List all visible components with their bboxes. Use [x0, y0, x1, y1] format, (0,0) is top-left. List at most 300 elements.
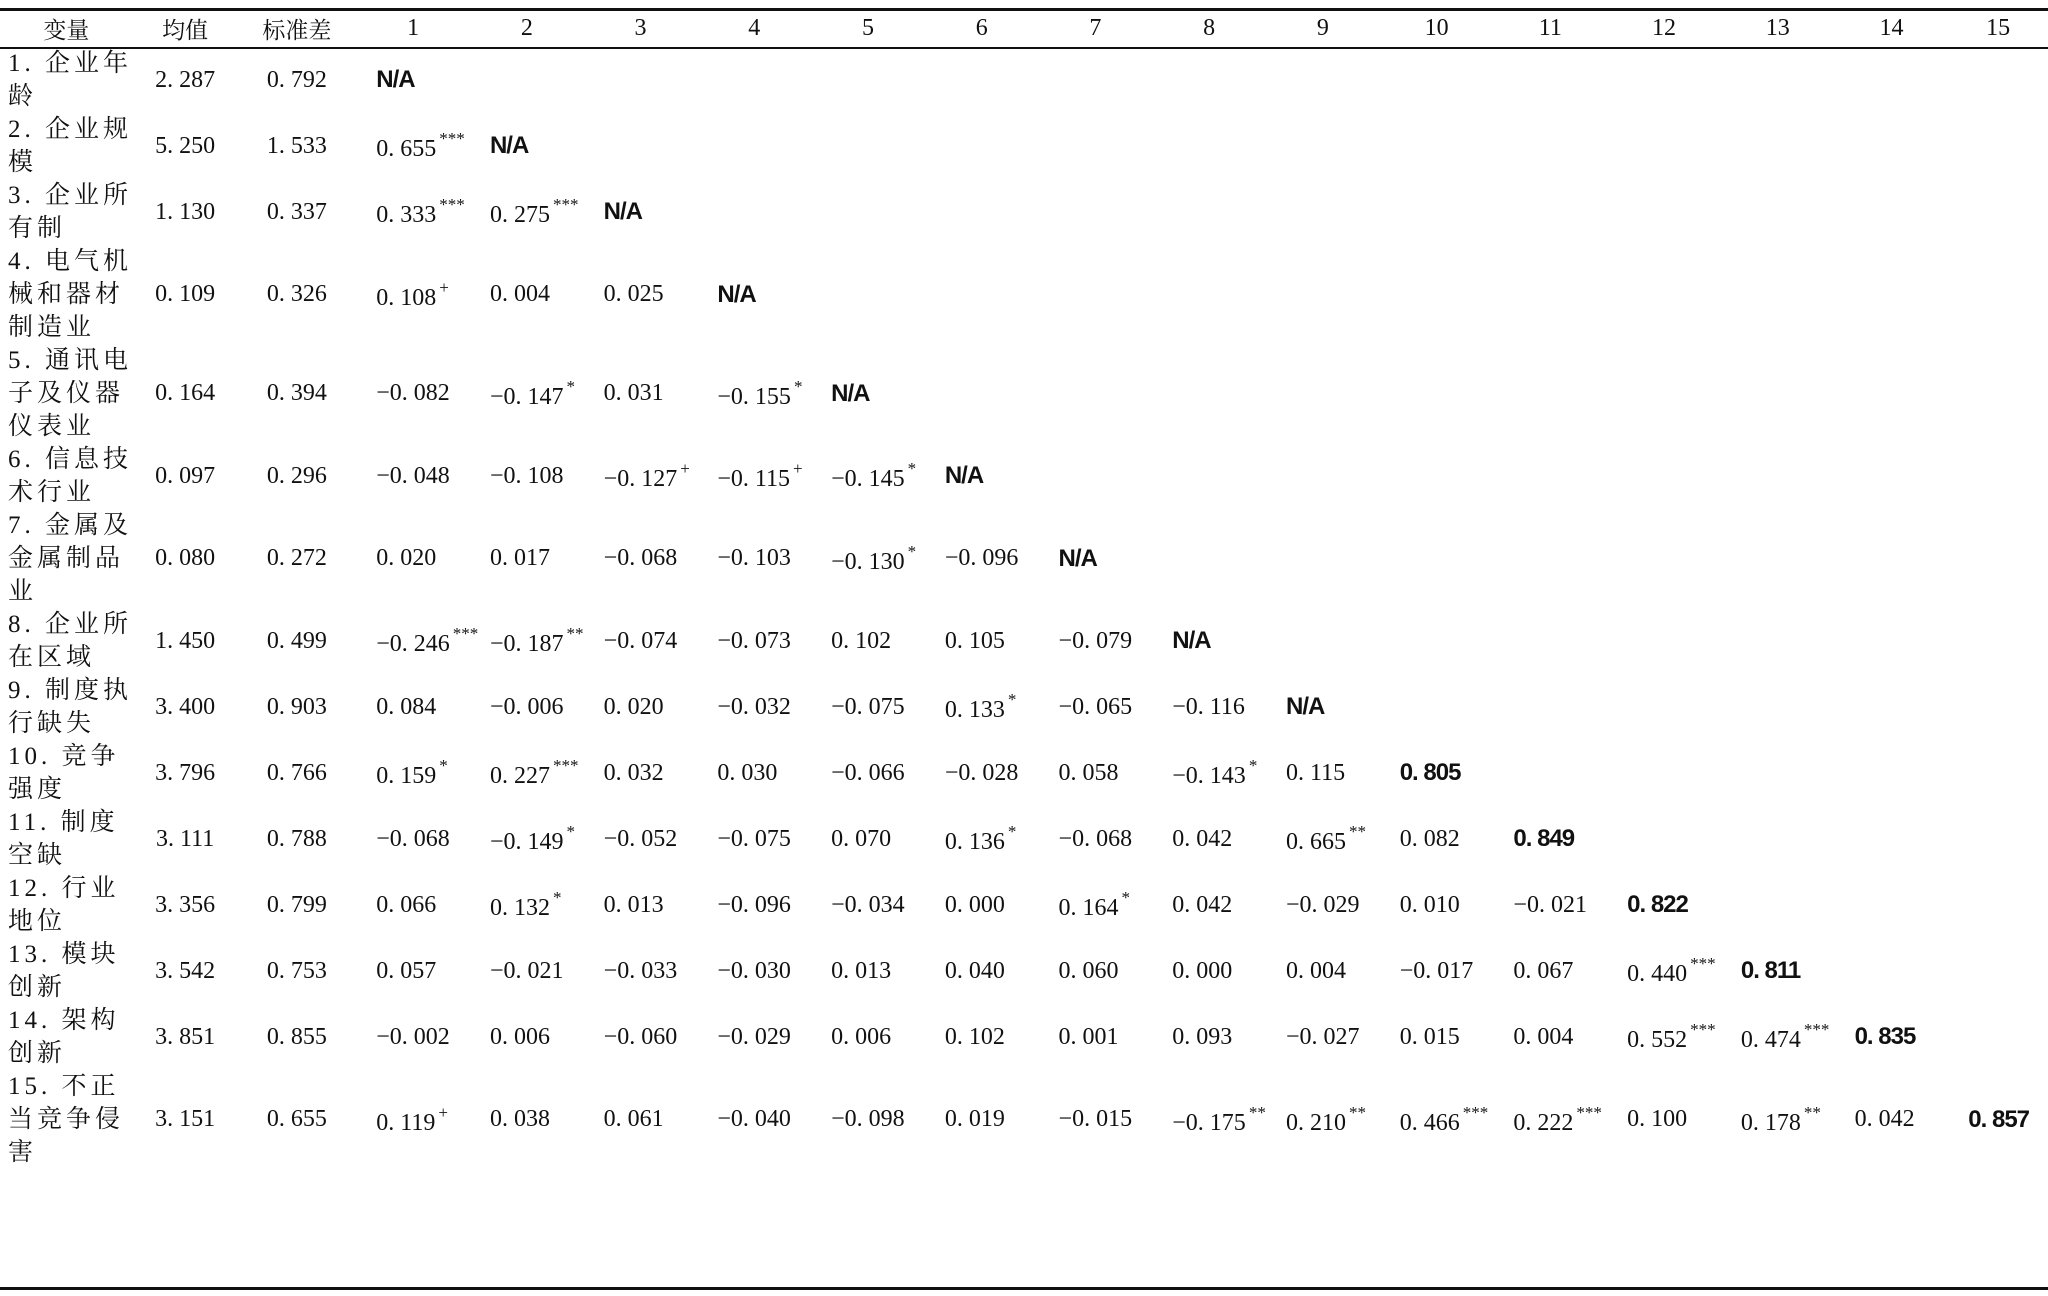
correlation-value: 0. 010 — [1399, 891, 1460, 918]
correlation-value: 0. 119 — [376, 1109, 436, 1136]
empty-cell — [1607, 806, 1721, 872]
correlation-cell — [811, 509, 925, 608]
correlation-value: −0. 187 — [489, 631, 564, 657]
empty-cell — [1948, 443, 2048, 509]
correlation-cell — [925, 872, 1039, 938]
diagonal-cell — [697, 245, 811, 344]
mean-cell: 3. 851 — [155, 1023, 216, 1050]
significance-marker: * — [439, 756, 448, 775]
header-col-5: 5 — [861, 15, 874, 41]
significance-marker: ** — [1803, 1102, 1821, 1122]
mean-cell: 5. 250 — [155, 132, 216, 159]
diagonal-value: N/A — [944, 462, 984, 489]
correlation-cell — [1152, 806, 1266, 872]
correlation-value: 0. 115 — [1285, 759, 1346, 786]
correlation-cell — [811, 1004, 925, 1070]
sd-cell: 0. 766 — [266, 759, 327, 786]
correlation-value: −0. 060 — [603, 1023, 678, 1050]
empty-cell — [1152, 245, 1266, 344]
sd-cell: 0. 903 — [266, 693, 327, 720]
diagonal-value: N/A — [717, 280, 756, 308]
correlation-value: 0. 042 — [1172, 825, 1233, 852]
significance-marker: ** — [1348, 1102, 1366, 1122]
correlation-cell — [1607, 1070, 1721, 1169]
correlation-value: −0. 075 — [717, 825, 791, 852]
correlation-cell — [584, 443, 698, 509]
correlation-value: 0. 042 — [1854, 1106, 1915, 1132]
header-col-6: 6 — [975, 15, 988, 41]
significance-marker: * — [1248, 756, 1258, 775]
correlation-cell — [1380, 1070, 1494, 1169]
diagonal-cell — [1266, 674, 1380, 740]
correlation-cell — [925, 674, 1039, 740]
correlation-cell — [1266, 872, 1380, 938]
correlation-cell — [356, 509, 470, 608]
empty-cell — [1380, 113, 1494, 179]
significance-marker: * — [907, 541, 917, 561]
table-row — [0, 938, 2048, 1004]
correlation-cell — [697, 608, 811, 674]
significance-marker: * — [1007, 822, 1017, 841]
mean-cell: 0. 109 — [155, 281, 216, 307]
significance-marker: * — [907, 459, 917, 478]
correlation-cell — [1039, 938, 1153, 1004]
correlation-cell — [584, 938, 698, 1004]
empty-cell — [1380, 344, 1494, 443]
correlation-cell — [356, 344, 470, 443]
header-variable: 变量 — [43, 18, 90, 44]
empty-cell — [1607, 179, 1721, 245]
sd-cell: 0. 272 — [266, 545, 327, 571]
empty-cell — [470, 47, 584, 113]
empty-cell — [1835, 113, 1949, 179]
diagonal-value: 0. 835 — [1854, 1023, 1916, 1050]
correlation-cell — [1380, 1004, 1494, 1070]
correlation-value: −0. 068 — [1058, 825, 1133, 852]
correlation-value: 0. 000 — [1172, 957, 1233, 984]
table-row — [0, 1004, 2048, 1070]
variable-label: 15. 不正当竞争侵害 — [8, 1073, 125, 1166]
empty-cell — [1493, 113, 1607, 179]
correlation-cell — [1152, 1070, 1266, 1169]
empty-cell — [1266, 113, 1380, 179]
empty-cell — [1835, 443, 1949, 509]
variable-label: 7. 金属及金属制品业 — [8, 512, 133, 605]
empty-cell — [1721, 740, 1835, 806]
empty-cell — [1948, 674, 2048, 740]
correlation-table — [0, 10, 2048, 1169]
significance-marker: * — [566, 822, 575, 841]
variable-label: 9. 制度执行缺失 — [8, 677, 133, 737]
significance-marker: + — [438, 1102, 448, 1122]
correlation-value: 0. 013 — [603, 891, 664, 918]
empty-cell — [1721, 344, 1835, 443]
correlation-value: 0. 006 — [831, 1023, 892, 1050]
significance-marker: *** — [1690, 1020, 1716, 1039]
correlation-value: −0. 033 — [603, 957, 678, 984]
correlation-value: −0. 040 — [717, 1106, 791, 1132]
table-row — [0, 608, 2048, 674]
correlation-value: −0. 116 — [1172, 693, 1245, 720]
significance-marker: *** — [552, 756, 579, 775]
correlation-value: −0. 096 — [944, 545, 1019, 571]
correlation-value: −0. 098 — [831, 1106, 905, 1132]
correlation-cell — [811, 806, 925, 872]
empty-cell — [1835, 179, 1949, 245]
significance-marker: + — [439, 277, 449, 297]
empty-cell — [1152, 179, 1266, 245]
empty-cell — [1152, 113, 1266, 179]
sd-cell: 0. 296 — [266, 462, 327, 489]
empty-cell — [1607, 245, 1721, 344]
table-row — [0, 245, 2048, 344]
empty-cell — [1948, 938, 2048, 1004]
significance-marker: * — [566, 376, 575, 396]
correlation-value: 0. 000 — [944, 891, 1005, 918]
correlation-value: 0. 665 — [1285, 829, 1346, 855]
correlation-value: 0. 032 — [603, 759, 664, 786]
correlation-value: 0. 031 — [603, 380, 664, 406]
correlation-value: 0. 093 — [1172, 1023, 1233, 1050]
correlation-cell — [697, 344, 811, 443]
correlation-value: −0. 143 — [1172, 763, 1246, 789]
correlation-value: 0. 105 — [944, 627, 1005, 654]
empty-cell — [1380, 47, 1494, 113]
correlation-cell — [1266, 740, 1380, 806]
header-col-14: 14 — [1879, 15, 1904, 41]
header-row — [0, 10, 2048, 47]
correlation-value: 0. 227 — [489, 763, 550, 789]
empty-cell — [1266, 608, 1380, 674]
correlation-cell — [1721, 1070, 1835, 1169]
diagonal-value: 0. 849 — [1513, 825, 1575, 852]
header-col-3: 3 — [634, 15, 647, 41]
correlation-value: −0. 052 — [603, 825, 678, 852]
empty-cell — [1039, 47, 1153, 113]
empty-cell — [697, 113, 811, 179]
diagonal-value: N/A — [489, 132, 529, 159]
header-col-2: 2 — [520, 15, 533, 41]
correlation-cell — [356, 245, 470, 344]
empty-cell — [1721, 245, 1835, 344]
correlation-cell — [584, 806, 698, 872]
correlation-value: 0. 164 — [1058, 895, 1119, 921]
correlation-cell — [1380, 872, 1494, 938]
correlation-cell — [1721, 1004, 1835, 1070]
diagonal-value: N/A — [603, 198, 643, 225]
correlation-cell — [1493, 1004, 1607, 1070]
correlation-cell — [356, 938, 470, 1004]
correlation-cell — [584, 1070, 698, 1169]
diagonal-cell — [584, 179, 698, 245]
correlation-cell — [356, 443, 470, 509]
correlation-value: 0. 084 — [376, 693, 437, 720]
empty-cell — [1835, 938, 1949, 1004]
correlation-value: −0. 108 — [489, 462, 564, 489]
table-row — [0, 509, 2048, 608]
table-row — [0, 740, 2048, 806]
correlation-cell — [584, 1004, 698, 1070]
sd-cell: 0. 394 — [266, 380, 327, 406]
diagonal-value: 0. 811 — [1740, 957, 1801, 984]
empty-cell — [1380, 674, 1494, 740]
mean-cell: 3. 356 — [155, 891, 216, 918]
sd-cell: 1. 533 — [266, 132, 327, 159]
empty-cell — [1948, 344, 2048, 443]
correlation-value: 0. 222 — [1513, 1109, 1574, 1136]
diagonal-cell — [925, 443, 1039, 509]
correlation-value: 0. 040 — [944, 957, 1005, 984]
correlation-value: −0. 130 — [831, 548, 905, 575]
empty-cell — [1835, 245, 1949, 344]
variable-label: 8. 企业所在区域 — [8, 611, 133, 671]
correlation-cell — [925, 1070, 1039, 1169]
significance-marker: * — [1007, 690, 1017, 709]
correlation-value: 0. 020 — [376, 545, 437, 571]
correlation-value: 0. 466 — [1399, 1109, 1460, 1136]
correlation-cell — [925, 740, 1039, 806]
correlation-cell — [925, 938, 1039, 1004]
empty-cell — [1835, 740, 1949, 806]
correlation-cell — [1266, 938, 1380, 1004]
diagonal-value: N/A — [1172, 627, 1211, 654]
correlation-cell — [470, 872, 584, 938]
correlation-value: 0. 066 — [376, 891, 437, 918]
empty-cell — [1835, 509, 1949, 608]
correlation-cell — [1152, 1004, 1266, 1070]
correlation-value: 0. 057 — [376, 957, 437, 984]
correlation-cell — [925, 806, 1039, 872]
correlation-value: −0. 149 — [489, 829, 564, 855]
diagonal-value: 0. 805 — [1399, 759, 1461, 786]
correlation-value: 0. 102 — [831, 627, 892, 654]
correlation-value: −0. 147 — [489, 383, 564, 410]
correlation-value: −0. 079 — [1058, 627, 1133, 654]
correlation-cell — [697, 1004, 811, 1070]
correlation-value: −0. 103 — [717, 545, 791, 571]
correlation-value: −0. 027 — [1285, 1023, 1360, 1050]
empty-cell — [697, 179, 811, 245]
correlation-cell — [356, 1004, 470, 1070]
diagonal-cell — [1721, 938, 1835, 1004]
diagonal-cell — [1152, 608, 1266, 674]
correlation-cell — [1039, 1070, 1153, 1169]
variable-label: 2. 企业规模 — [8, 116, 133, 176]
empty-cell — [1039, 344, 1153, 443]
empty-cell — [1493, 47, 1607, 113]
correlation-value: 0. 178 — [1740, 1109, 1801, 1136]
empty-cell — [1607, 443, 1721, 509]
table-row — [0, 47, 2048, 113]
correlation-value: 0. 159 — [376, 763, 437, 789]
variable-label: 13. 模块创新 — [8, 941, 120, 1001]
significance-marker: *** — [439, 129, 465, 148]
empty-cell — [1493, 443, 1607, 509]
correlation-value: 0. 474 — [1740, 1027, 1801, 1053]
correlation-value: 0. 061 — [603, 1106, 664, 1132]
variable-label: 1. 企业年龄 — [8, 50, 133, 110]
empty-cell — [1721, 509, 1835, 608]
correlation-value: −0. 066 — [831, 759, 905, 786]
correlation-cell — [470, 1070, 584, 1169]
correlation-cell — [470, 344, 584, 443]
correlation-cell — [1493, 938, 1607, 1004]
correlation-value: 0. 132 — [489, 895, 550, 921]
empty-cell — [1607, 740, 1721, 806]
empty-cell — [925, 344, 1039, 443]
empty-cell — [1152, 344, 1266, 443]
correlation-value: 0. 006 — [489, 1023, 550, 1050]
diagonal-value: N/A — [1285, 693, 1325, 720]
table-row — [0, 1070, 2048, 1169]
correlation-cell — [1607, 1004, 1721, 1070]
variable-label: 6. 信息技术行业 — [8, 446, 133, 506]
empty-cell — [1493, 179, 1607, 245]
empty-cell — [1607, 344, 1721, 443]
significance-marker: *** — [1462, 1102, 1489, 1122]
mean-cell: 1. 130 — [155, 198, 216, 225]
empty-cell — [1721, 443, 1835, 509]
sd-cell: 0. 499 — [266, 627, 327, 654]
correlation-value: 0. 100 — [1627, 1106, 1688, 1132]
correlation-cell — [470, 608, 584, 674]
diagonal-value: N/A — [1058, 544, 1097, 572]
mean-cell: 3. 400 — [155, 693, 216, 720]
correlation-cell — [470, 1004, 584, 1070]
empty-cell — [1266, 245, 1380, 344]
diagonal-cell — [356, 47, 470, 113]
sd-cell: 0. 788 — [266, 825, 327, 852]
correlation-value: 0. 025 — [603, 281, 664, 307]
correlation-cell — [1039, 1004, 1153, 1070]
correlation-cell — [470, 740, 584, 806]
diagonal-cell — [1607, 872, 1721, 938]
correlation-value: −0. 068 — [376, 825, 450, 852]
header-mean: 均值 — [162, 18, 209, 44]
sd-cell: 0. 655 — [266, 1106, 327, 1132]
correlation-cell — [1152, 872, 1266, 938]
correlation-cell — [1266, 1004, 1380, 1070]
empty-cell — [1948, 179, 2048, 245]
correlation-value: −0. 145 — [831, 466, 905, 492]
correlation-cell — [811, 1070, 925, 1169]
empty-cell — [1721, 608, 1835, 674]
table-row — [0, 443, 2048, 509]
empty-cell — [1266, 509, 1380, 608]
empty-cell — [1266, 344, 1380, 443]
empty-cell — [1948, 608, 2048, 674]
empty-cell — [1721, 806, 1835, 872]
header-col-15: 15 — [1986, 15, 2011, 41]
empty-cell — [1835, 674, 1949, 740]
empty-cell — [1721, 179, 1835, 245]
header-col-1: 1 — [407, 15, 420, 41]
empty-cell — [1380, 179, 1494, 245]
empty-cell — [1380, 245, 1494, 344]
significance-marker: + — [793, 459, 803, 478]
correlation-value: −0. 030 — [717, 957, 791, 984]
correlation-value: 0. 082 — [1399, 825, 1460, 852]
table-row — [0, 674, 2048, 740]
correlation-cell — [811, 443, 925, 509]
correlation-cell — [356, 740, 470, 806]
correlation-value: −0. 073 — [717, 627, 791, 654]
correlation-cell — [470, 179, 584, 245]
correlation-value: 0. 042 — [1172, 891, 1233, 918]
correlation-value: −0. 127 — [603, 466, 678, 492]
empty-cell — [1835, 872, 1949, 938]
empty-cell — [697, 47, 811, 113]
correlation-value: 0. 004 — [1285, 957, 1346, 984]
significance-marker: * — [1121, 888, 1131, 907]
table-row — [0, 344, 2048, 443]
correlation-cell — [1266, 1070, 1380, 1169]
empty-cell — [1493, 509, 1607, 608]
empty-cell — [811, 179, 925, 245]
correlation-value: −0. 034 — [831, 891, 905, 918]
diagonal-value: N/A — [376, 66, 415, 93]
diagonal-cell — [811, 344, 925, 443]
correlation-value: 0. 019 — [944, 1106, 1005, 1132]
sd-cell: 0. 855 — [266, 1023, 327, 1050]
correlation-value: −0. 065 — [1058, 693, 1133, 720]
correlation-value: −0. 002 — [376, 1023, 450, 1050]
diagonal-cell — [1948, 1070, 2048, 1169]
correlation-value: −0. 082 — [376, 380, 450, 406]
correlation-cell — [584, 740, 698, 806]
correlation-cell — [470, 806, 584, 872]
empty-cell — [1380, 608, 1494, 674]
table-header — [0, 10, 2048, 47]
correlation-cell — [1039, 674, 1153, 740]
correlation-value: −0. 006 — [489, 693, 564, 720]
empty-cell — [1152, 47, 1266, 113]
table-row — [0, 113, 2048, 179]
correlation-value: 0. 001 — [1058, 1023, 1119, 1050]
variable-label: 11. 制度空缺 — [8, 809, 119, 869]
correlation-cell — [697, 1070, 811, 1169]
correlation-value: 0. 004 — [1513, 1023, 1574, 1050]
diagonal-cell — [1039, 509, 1153, 608]
correlation-value: −0. 029 — [717, 1023, 791, 1050]
correlation-cell — [925, 608, 1039, 674]
correlation-cell — [925, 1004, 1039, 1070]
header-col-8: 8 — [1203, 15, 1216, 41]
empty-cell — [1607, 608, 1721, 674]
correlation-cell — [811, 872, 925, 938]
correlation-cell — [584, 344, 698, 443]
correlation-cell — [1607, 938, 1721, 1004]
diagonal-cell — [1835, 1004, 1949, 1070]
empty-cell — [1607, 509, 1721, 608]
correlation-value: 0. 440 — [1627, 961, 1688, 987]
empty-cell — [1493, 674, 1607, 740]
empty-cell — [1948, 509, 2048, 608]
significance-marker: *** — [1690, 954, 1716, 973]
correlation-cell — [470, 938, 584, 1004]
correlation-cell — [356, 1070, 470, 1169]
diagonal-value: N/A — [831, 379, 870, 407]
significance-marker: *** — [452, 624, 479, 643]
correlation-value: 0. 004 — [489, 281, 550, 307]
correlation-value: 0. 108 — [376, 284, 437, 311]
empty-cell — [1493, 344, 1607, 443]
correlation-cell — [1039, 872, 1153, 938]
correlation-cell — [470, 443, 584, 509]
sd-cell: 0. 799 — [266, 891, 327, 918]
mean-cell: 3. 796 — [155, 759, 216, 786]
empty-cell — [1948, 245, 2048, 344]
